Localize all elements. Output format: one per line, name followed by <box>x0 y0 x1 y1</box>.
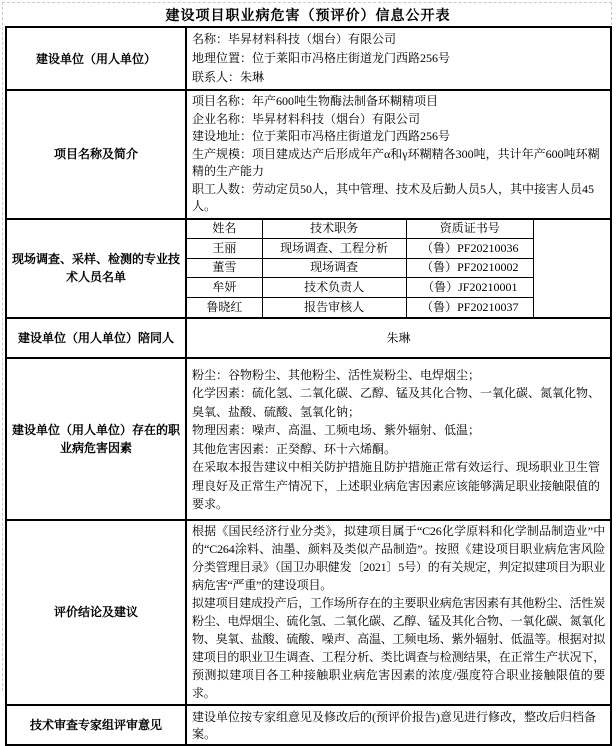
conclusion-paragraph-2: 拟建项目建成投产后，工作场所存在的主要职业病危害因素有其他粉尘、活性炭粉尘、电焊烟尘、硫化氢、二氧化碳、乙醇、锰及其化合物、一氧化碳、氮氧化物、臭氧、盐酸、硫酸、噪声、高温、工频电场、紫外辐射、低温等。根据对拟建项目的职业卫生调查、工程分析、类比调查与检测结果，在正常生产状况下，预测拟建项目各工种接触职业病危害因素的浓度/强度符合职业接触限值的要求。 <box>192 595 606 700</box>
unit-name-line: 名称：毕昇材料科技（烟台）有限公司 <box>192 32 397 46</box>
person-role: 现场调查 <box>262 258 406 278</box>
hazard-chemical-line: 化学因素：硫化氢、二氧化碳、乙醇、锰及其化合物、一氧化碳、氮氧化物、臭氧、盐酸、硫酸、氢氧化钠； <box>192 386 601 419</box>
personnel-header-row <box>187 220 610 239</box>
page-title: 建设项目职业病危害（预评价）信息公开表 <box>165 9 451 24</box>
table-row <box>6 90 611 219</box>
table-row <box>6 705 611 745</box>
row-label-escort: 建设单位（用人单位）陪同人 <box>6 318 186 358</box>
hazard-other-line: 其他危害因素：正癸醇、环十六烯酮。 <box>192 441 397 456</box>
unit-info-cell <box>186 27 611 90</box>
col-header-role: 技术职务 <box>262 220 406 239</box>
row-label-project: 项目名称及简介 <box>6 90 186 219</box>
person-name: 王丽 <box>187 239 262 259</box>
col-header-cert: 资质证书号 <box>406 220 534 239</box>
hazard-note-line: 在采取本报告建议中相关防护措施且防护措施正常有效运行、现场职业卫生管理良好及正常生产情况下，上述职业病危害因素应该能够满足职业接触限值的要求。 <box>192 460 601 511</box>
person-name: 牟妍 <box>187 278 262 298</box>
row-label-unit: 建设单位（用人单位） <box>6 27 186 90</box>
project-scale-line: 生产规模：项目建成达产后形成年产α和γ环糊精各300吨，共计年产600吨环糊精的生产能力 <box>192 146 600 178</box>
project-info-cell <box>186 90 611 219</box>
personnel-table <box>187 220 610 317</box>
conclusion-paragraph-1: 根据《国民经济行业分类》，拟建项目属于“C26化学原料和化学制品制造业”中的“C264涂料、油墨、颜料及类似产品制造”。按照《建设项目职业病危害风险分类管理目录》（国卫办职健发〔2021〕5号）的有关规定，判定拟建项目为职业病危害“严重”的建设项目。 <box>192 523 605 592</box>
hazards-cell <box>186 358 611 520</box>
hazard-dust-line: 粉尘：谷物粉尘、其他粉尘、活性炭粉尘、电焊烟尘； <box>192 367 481 382</box>
person-cert: （鲁）PF20210037 <box>406 297 534 316</box>
person-role: 技术负责人 <box>262 278 406 298</box>
table-row <box>6 520 611 705</box>
person-cert: （鲁）PF20210002 <box>406 258 534 278</box>
review-value: 建设单位按专家组意见及修改后的(预评价报告)意见进行修改，整改后归档备案。 <box>186 705 611 745</box>
table-row <box>6 219 611 318</box>
table-row <box>6 318 611 358</box>
person-role: 现场调查、工程分析 <box>262 239 406 259</box>
row-label-review: 技术审查专家组评审意见 <box>6 705 186 745</box>
unit-contact-line: 联系人：朱琳 <box>192 70 265 84</box>
person-name: 董雪 <box>187 258 262 278</box>
table-row <box>6 27 611 90</box>
conclusion-cell <box>186 520 611 705</box>
row-label-personnel: 现场调查、采样、检测的专业技术人员名单 <box>6 219 186 318</box>
project-staff-line: 职工人数：劳动定员50人，其中管理、技术及后勤人员5人，其中接害人员45人。 <box>192 181 595 213</box>
person-role: 报告审核人 <box>262 297 406 316</box>
personnel-table-cell <box>186 219 611 318</box>
person-cert: （鲁）PF20210036 <box>406 239 534 259</box>
person-cert: （鲁）JF20210001 <box>406 278 534 298</box>
row-label-conclusion: 评价结论及建议 <box>6 520 186 705</box>
personnel-empty-column <box>534 220 610 317</box>
project-address-line: 建设地址：位于莱阳市冯格庄街道龙门西路256号 <box>192 129 451 143</box>
info-table <box>5 26 612 746</box>
project-company-line: 企业名称：毕昇材料科技（烟台）有限公司 <box>192 111 421 126</box>
row-label-hazards: 建设单位（用人单位）存在的职业病危害因素 <box>6 358 186 520</box>
col-header-name: 姓名 <box>187 220 262 239</box>
table-row <box>6 358 611 520</box>
project-name-line: 项目名称：年产600吨生物酶法制备环糊精项目 <box>192 94 439 108</box>
escort-value: 朱琳 <box>186 318 611 358</box>
unit-location-line: 地理位置：位于莱阳市冯格庄街道龙门西路256号 <box>192 51 451 65</box>
hazard-physical-line: 物理因素：噪声、高温、工频电场、紫外辐射、低温； <box>192 423 481 437</box>
person-name: 鲁晓红 <box>187 297 262 316</box>
